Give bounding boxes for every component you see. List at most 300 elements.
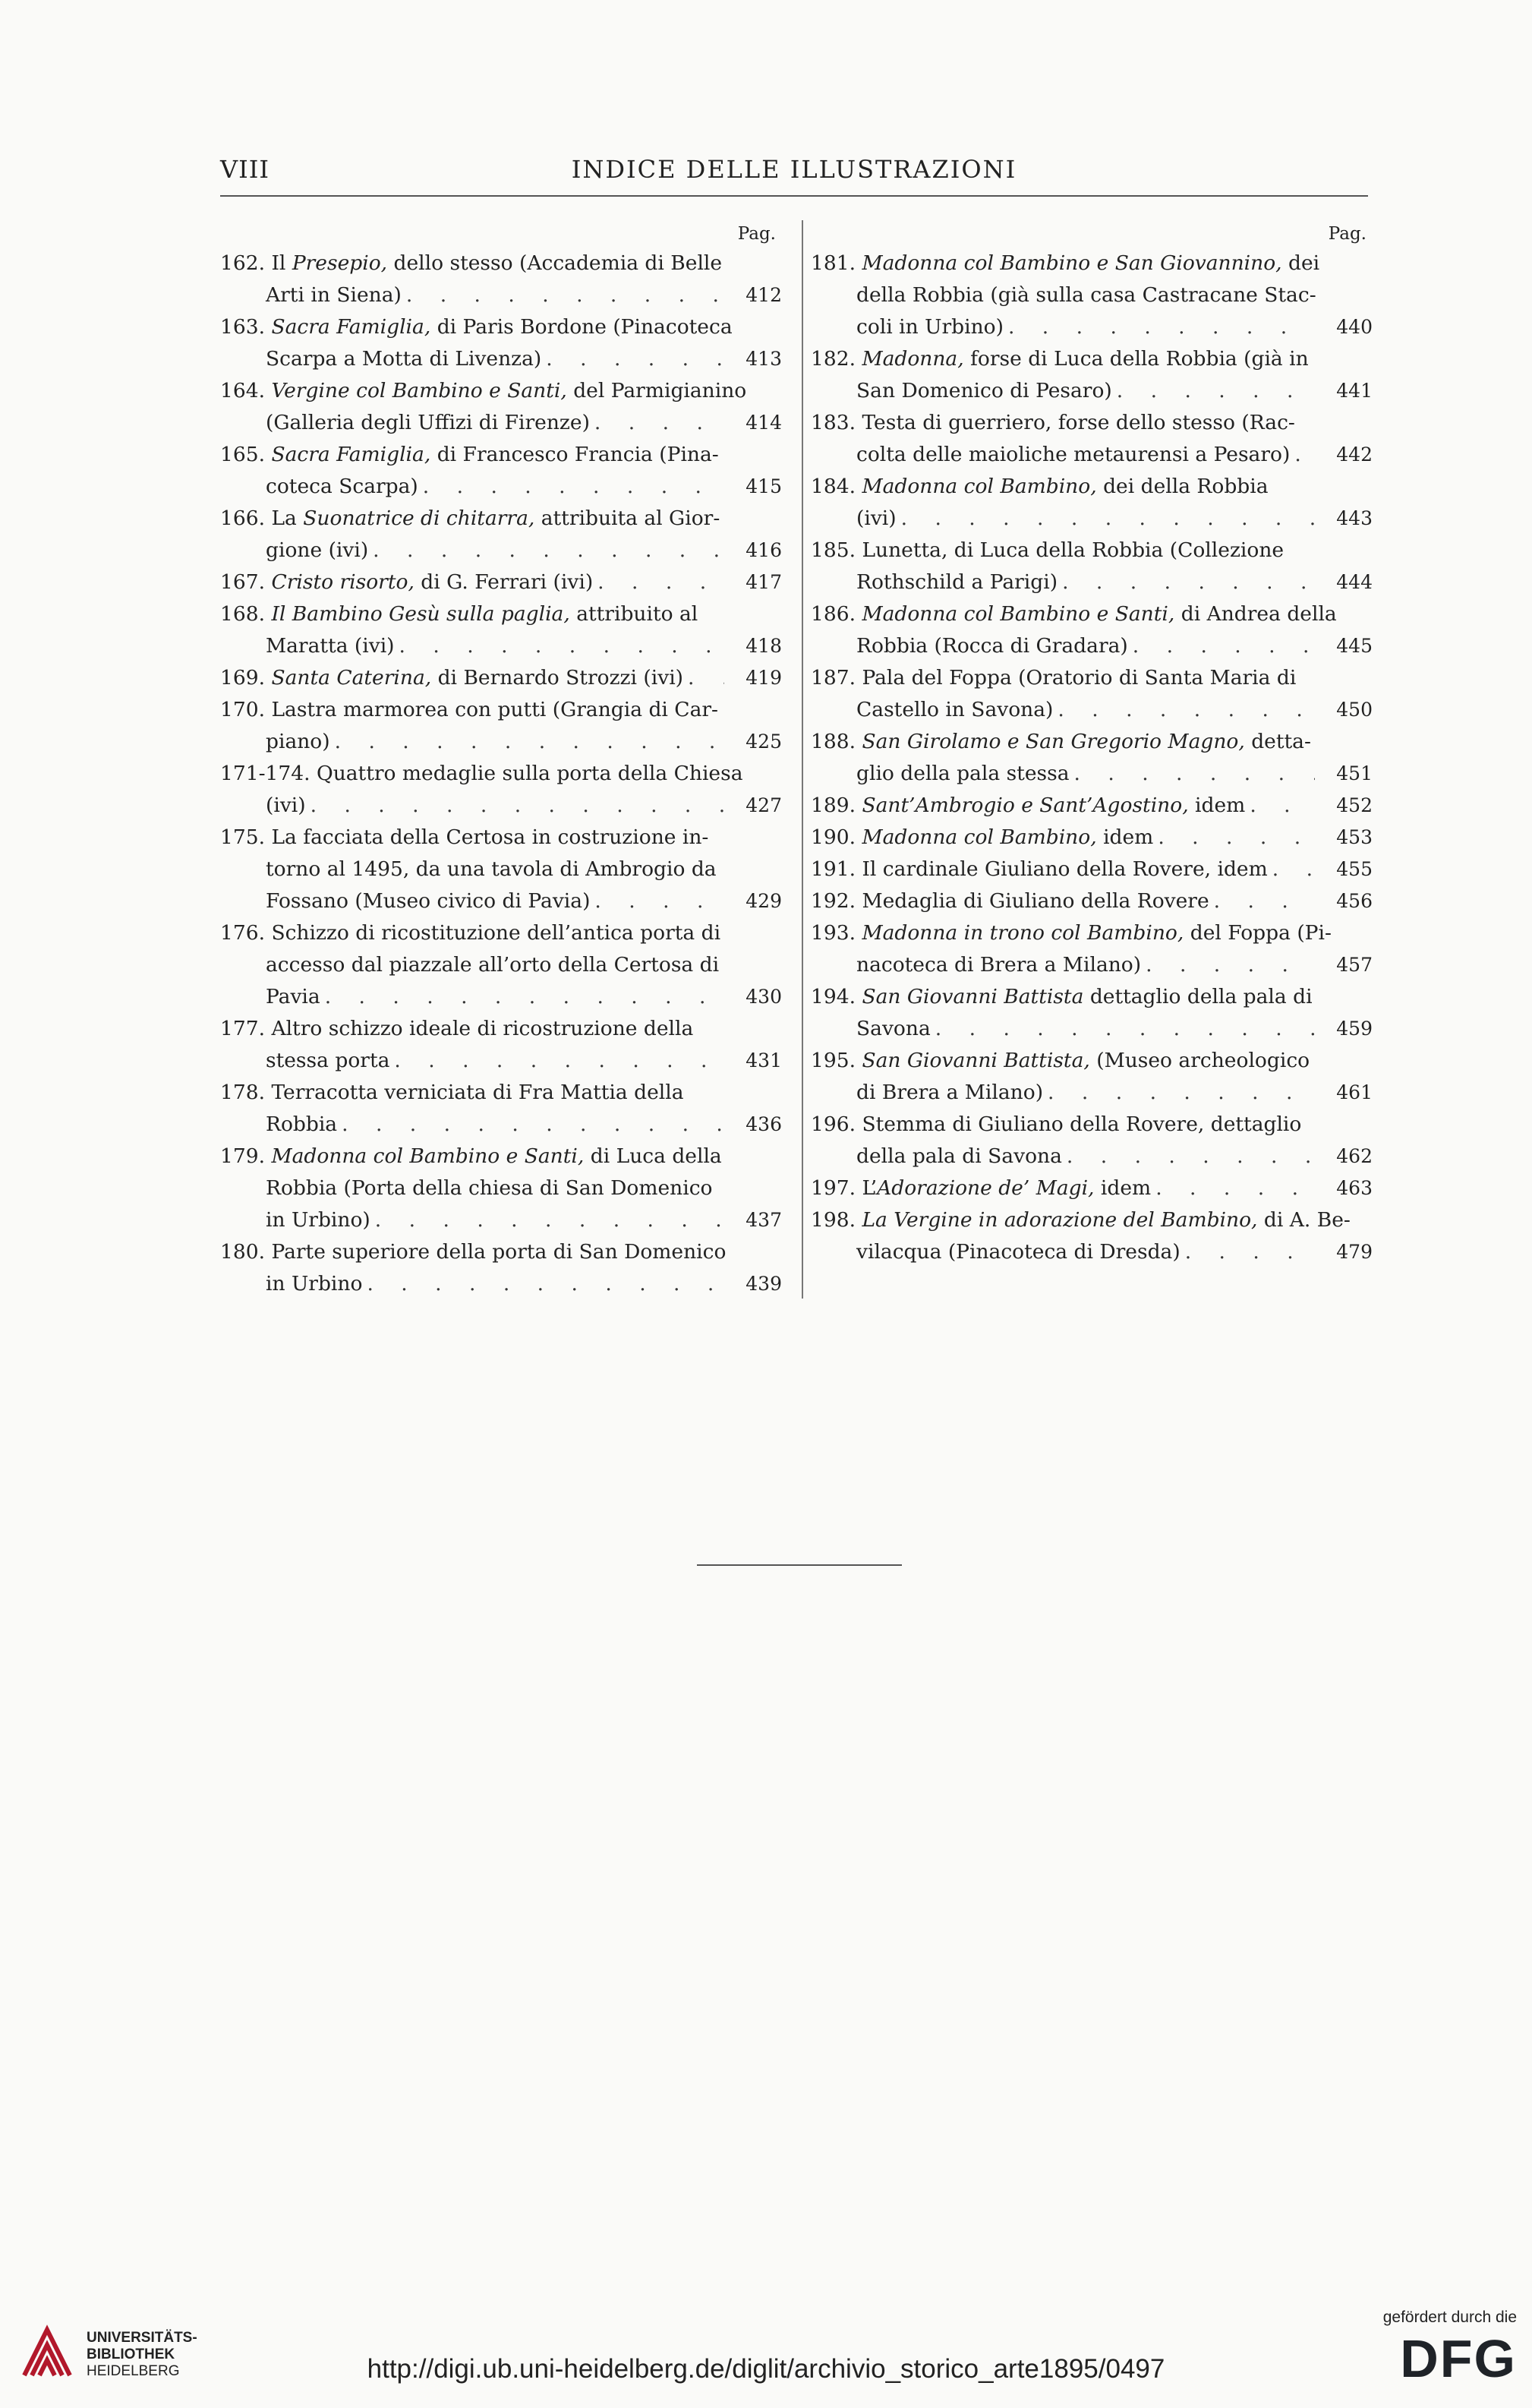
entry-line [220,1172,782,1204]
text-span: Robbia (Rocca di Gradara) [856,634,1128,658]
entry-line [811,535,1373,566]
italic-title: Madonna col Bambino, [862,825,1097,849]
text-span: coteca Scarpa) [266,475,418,498]
entry-last-line [811,311,1373,343]
entry-number: 184. [811,475,862,498]
entry-text [856,630,1128,662]
index-entry [220,694,782,758]
entry-last-line [220,1109,782,1141]
text-span: (ivi) [856,507,897,530]
text-span: accesso dal piazzale all’orto della Certosa di [266,953,720,977]
entry-number: 183. [811,411,862,434]
entry-number: 185. [811,538,862,562]
entry-number: 162. [220,251,272,275]
text-span: San Domenico di Pesaro) [856,379,1112,402]
index-entry [220,1013,782,1077]
entry-line [220,1141,782,1172]
entry-page-number: 455 [1336,858,1373,880]
text-span: idem [1094,1176,1152,1200]
entry-number: 175. [220,825,272,849]
dot-leader [1272,854,1315,885]
entry-page-number: 437 [746,1209,782,1231]
dot-leader [1008,311,1315,343]
index-entry [811,1172,1373,1204]
italic-title: Madonna in trono col Bambino, [862,921,1184,945]
text-span: Parte superiore della porta di San Domenico [271,1240,727,1264]
entry-text [811,251,1319,275]
library-line-1: UNIVERSITÄTS- [87,2330,197,2346]
text-span: Pavia [266,985,320,1008]
text-span: di Bernardo Strozzi (ivi) [431,666,684,690]
entry-text [856,758,1070,790]
entry-line [220,311,782,343]
footer [0,2293,1532,2408]
index-entry [811,726,1373,790]
entry-text [856,503,897,535]
index-entry [220,566,782,598]
entry-text [266,407,590,439]
dot-leader [1074,758,1315,790]
entry-text [856,311,1004,343]
dot-leader [688,662,724,694]
entry-number: 166. [220,507,272,530]
entry-number: 177. [220,1017,272,1040]
entry-page-number: 427 [746,794,782,816]
dot-leader [1062,566,1315,598]
entry-number: 189. [811,794,862,817]
entry-text [220,566,593,598]
index-entry [220,503,782,566]
text-span: attribuito al [569,602,698,626]
entry-number: 193. [811,921,862,945]
entry-page-number: 415 [746,475,782,497]
entry-text [856,1236,1181,1268]
text-span: (ivi) [266,794,306,817]
entry-last-line [811,790,1373,822]
dot-leader [1158,822,1315,854]
entry-page-number: 444 [1336,571,1373,593]
italic-title: Madonna col Bambino e Santi, [862,602,1175,626]
text-span: vilacqua (Pinacoteca di Dresda) [856,1240,1181,1264]
text-span: dettaglio della pala di [1083,985,1313,1008]
text-span: piano) [266,730,330,753]
text-span: La [271,507,304,530]
entry-text [266,790,306,822]
entry-last-line [811,1172,1373,1204]
dot-leader [310,790,724,822]
text-span: (Galleria degli Uffizi di Firenze) [266,411,590,434]
entry-number: 182. [811,347,862,371]
entry-last-line [220,790,782,822]
text-span: dello stesso (Accademia di Belle [387,251,723,275]
index-entry [811,598,1373,662]
entry-text [811,1172,1151,1204]
entry-text [266,279,402,311]
text-span: Robbia [266,1112,338,1136]
text-span: di Luca della [584,1144,722,1168]
entry-text [811,347,1309,371]
dot-leader [1214,885,1315,917]
entry-page-number: 479 [1336,1241,1373,1263]
entry-text [220,762,743,785]
entry-text [220,1017,693,1040]
text-span: Medaglia di Giuliano della Rovere [862,889,1209,913]
entry-number: 168. [220,602,272,626]
entry-last-line [220,1204,782,1236]
entry-text [266,343,541,375]
text-span: stessa porta [266,1049,390,1072]
entry-last-line [811,758,1373,790]
dot-leader [1048,1077,1315,1109]
text-span: di A. Be- [1257,1208,1351,1232]
entry-page-number: 416 [746,539,782,561]
dot-leader [335,726,724,758]
entry-line [220,598,782,630]
entry-page-number: 419 [746,667,782,689]
entry-last-line [811,1141,1373,1172]
italic-title: Cristo risorto, [271,570,415,594]
dot-leader [342,1109,724,1141]
entry-number: 197. [811,1176,862,1200]
entry-last-line [220,885,782,917]
entry-line [811,981,1373,1013]
index-entry [811,917,1373,981]
entry-text [856,1013,931,1045]
dot-leader [373,535,724,566]
entry-number: 170. [220,698,272,721]
text-span: Stemma di Giuliano della Rovere, dettaglio [862,1112,1302,1136]
entry-number: 198. [811,1208,862,1232]
entry-page-number: 413 [746,348,782,370]
source-url[interactable]: http://digi.ub.uni-heidelberg.de/diglit/archivio_storico_arte1895/0497 [367,2354,1165,2384]
text-span: La facciata della Certosa in costruzione in- [271,825,709,849]
text-span: della pala di Savona [856,1144,1062,1168]
index-column-left [220,220,782,1300]
index-entry [220,439,782,503]
entry-text [856,439,1290,471]
index-entry [220,598,782,662]
index-entry [811,790,1373,822]
dot-leader [399,630,724,662]
text-span: Schizzo di ricostituzione dell’antica porta di [271,921,721,945]
entry-page-number: 414 [746,412,782,434]
dfg-logo: DFG [1400,2329,1517,2388]
text-span: Lunetta, di Luca della Robbia (Collezione [862,538,1285,562]
entry-page-number: 440 [1336,316,1373,338]
entry-number: 163. [220,315,272,339]
text-span: detta- [1244,730,1311,753]
entry-text [220,315,733,339]
entry-last-line [811,1236,1373,1268]
text-span: di Francesco Francia (Pina- [430,443,719,466]
entry-text [811,666,1296,690]
entry-page-number: 439 [746,1273,782,1295]
entry-number: 179. [220,1144,272,1168]
entry-text [220,602,698,626]
entry-last-line [220,662,782,694]
funded-by-label: gefördert durch die [1382,2309,1517,2326]
text-span: colta delle maioliche metaurensi a Pesaro) [856,443,1291,466]
entry-line [220,694,782,726]
italic-title: Presepio, [292,251,388,275]
dfg-credit [1362,2309,1517,2400]
text-span: di G. Ferrari (ivi) [414,570,594,594]
entry-last-line [220,535,782,566]
running-head [220,147,1368,193]
entry-number: 186. [811,602,862,626]
entry-text [220,379,746,402]
entry-line [220,439,782,471]
entry-text [811,822,1153,854]
index-entry [811,1045,1373,1109]
dot-leader [1250,790,1315,822]
entry-number: 191. [811,857,862,881]
entry-number: 176. [220,921,272,945]
text-span: Il cardinale Giuliano della Rovere, idem [862,857,1268,881]
entry-line [220,375,782,407]
text-span: attribuita al Gior- [534,507,720,530]
entry-line [811,279,1373,311]
entry-page-number: 441 [1336,380,1373,402]
entry-text [266,1204,370,1236]
index-entry [220,1236,782,1300]
entry-line [811,598,1373,630]
page-number: VIII [220,155,270,184]
text-span: di Brera a Milano) [856,1081,1044,1104]
entry-number: 178. [220,1081,272,1104]
text-span: della Robbia (già sulla casa Castracane Stac- [856,283,1316,307]
text-span: Quattro medaglie sulla porta della Chiesa [316,762,743,785]
italic-title: Santa Caterina, [271,666,432,690]
dot-leader [423,471,724,503]
entry-page-number: 442 [1336,443,1373,466]
entry-last-line [811,566,1373,598]
entry-line [220,1077,782,1109]
text-span: glio della pala stessa [856,762,1070,785]
entry-line [811,1204,1373,1236]
entry-text [856,566,1058,598]
entry-line [220,949,782,981]
entry-text [811,1112,1301,1136]
entry-line [220,248,782,279]
entry-line [220,1236,782,1268]
entry-text [220,1144,722,1168]
entry-text [856,1077,1043,1109]
text-span: Savona [856,1017,931,1040]
entry-text [266,981,320,1013]
index-entry [811,885,1373,917]
dot-leader [594,407,724,439]
entry-number: 192. [811,889,862,913]
entry-text [220,251,722,275]
entry-last-line [811,949,1373,981]
entry-line [220,503,782,535]
dot-leader [1133,630,1315,662]
entry-text [266,1176,713,1200]
text-span: Rothschild a Parigi) [856,570,1058,594]
entry-last-line [220,981,782,1013]
text-span: (Museo archeologico [1089,1049,1310,1072]
entry-text [220,662,683,694]
italic-title: Sacra Famiglia, [271,443,431,466]
entry-page-number: 445 [1336,635,1373,657]
entry-number: 188. [811,730,862,753]
entry-page-number: 462 [1336,1145,1373,1167]
text-span: in Urbino [266,1272,363,1296]
header-rule [220,195,1368,197]
entry-text [811,1208,1351,1232]
italic-title: Madonna col Bambino e San Giovannino, [862,251,1282,275]
text-span: dei [1281,251,1320,275]
library-line-3: HEIDELBERG [87,2363,180,2379]
dot-leader [1294,439,1315,471]
entry-number: 171-174. [220,762,317,785]
index-entry [220,917,782,1013]
entry-text [856,1141,1062,1172]
entry-number: 196. [811,1112,862,1136]
entry-text [220,698,718,721]
index-entry [220,1077,782,1141]
italic-title: Suonatrice di chitarra, [303,507,535,530]
index-entry [811,854,1373,885]
text-span: idem [1096,825,1154,849]
entry-text [220,921,720,945]
text-span: Robbia (Porta della chiesa di San Domenico [266,1176,713,1200]
pag-label: Pag. [1328,224,1367,244]
entry-line [220,822,782,854]
text-span: Scarpa a Motta di Livenza) [266,347,542,371]
entry-last-line [811,1013,1373,1045]
index-entry [220,758,782,822]
entry-line [811,662,1373,694]
entry-number: 195. [811,1049,862,1072]
entry-text [811,1049,1310,1072]
entry-last-line [220,1268,782,1300]
entry-text [856,949,1141,981]
entry-text [266,953,719,977]
dot-leader [901,503,1315,535]
entry-number: 181. [811,251,862,275]
text-span: Pala del Foppa (Oratorio di Santa Maria di [862,666,1297,690]
text-span: Fossano (Museo civico di Pavia) [266,889,591,913]
italic-title: San Giovanni Battista [862,985,1084,1008]
entry-line [811,1109,1373,1141]
entry-number: 164. [220,379,272,402]
entry-page-number: 461 [1336,1081,1373,1103]
entry-text [220,825,708,849]
entry-number: 194. [811,985,862,1008]
entry-last-line [220,630,782,662]
entry-text [811,730,1311,753]
entry-text [220,507,720,530]
entry-line [811,917,1373,949]
index-entry [811,822,1373,854]
index-entry [220,662,782,694]
entry-line [811,248,1373,279]
pag-label: Pag. [737,224,776,244]
italic-title: Madonna, [862,347,964,371]
text-span: di Paris Bordone (Pinacoteca [430,315,733,339]
entry-text [811,475,1269,498]
entry-text [266,857,717,881]
entry-text [811,885,1209,917]
index-entry [811,535,1373,598]
italic-title: Madonna col Bambino e Santi, [271,1144,585,1168]
text-span: Testa di guerriero, forse dello stesso (Rac- [862,411,1295,434]
entry-text [220,443,719,466]
text-span: L’ [862,1176,878,1200]
dot-leader [546,343,724,375]
index-entry [811,343,1373,407]
entry-last-line [220,566,782,598]
entry-line [220,917,782,949]
dot-leader [325,981,724,1013]
entry-page-number: 459 [1336,1018,1373,1040]
italic-title: San Girolamo e San Gregorio Magno, [862,730,1245,753]
entry-last-line [811,503,1373,535]
entry-page-number: 450 [1336,699,1373,721]
entry-last-line [811,854,1373,885]
dot-leader [1058,694,1315,726]
entry-text [266,471,418,503]
entry-last-line [220,343,782,375]
text-span: Lastra marmorea con putti (Grangia di Car- [271,698,719,721]
dot-leader [1117,375,1315,407]
entry-page-number: 443 [1336,507,1373,529]
entry-last-line [811,375,1373,407]
text-span: forse di Luca della Robbia (già in [963,347,1309,371]
entry-text [266,630,395,662]
italic-title: La Vergine in adorazione del Bambino, [862,1208,1258,1232]
entry-page-number: 463 [1336,1177,1373,1199]
entry-text [811,790,1245,822]
text-span: Castello in Savona) [856,698,1054,721]
entry-text [220,1081,684,1104]
italic-title: Madonna col Bambino, [862,475,1097,498]
dot-leader [1185,1236,1315,1268]
dot-leader [1067,1141,1315,1172]
dot-leader [367,1268,724,1300]
entry-number: 180. [220,1240,272,1264]
text-span: nacoteca di Brera a Milano) [856,953,1142,977]
entry-text [811,854,1268,885]
entry-text [220,1240,726,1264]
italic-title: Sant’Ambrogio e Sant’Agostino, [862,794,1189,817]
entry-line [220,1013,782,1045]
text-span: Arti in Siena) [266,283,402,307]
italic-title: Vergine col Bambino e Santi, [271,379,567,402]
entry-text [856,694,1053,726]
entry-line [811,1045,1373,1077]
text-span: Altro schizzo ideale di ricostruzione della [271,1017,694,1040]
entry-number: 165. [220,443,272,466]
entry-text [266,885,590,917]
index-entry [811,981,1373,1045]
entry-last-line [220,279,782,311]
entry-page-number: 425 [746,731,782,753]
text-span: gione (ivi) [266,538,369,562]
index-entry [220,1141,782,1236]
entry-number: 190. [811,825,862,849]
entry-text [856,375,1112,407]
entry-last-line [811,822,1373,854]
dot-leader [406,279,724,311]
entry-text [266,1109,337,1141]
entry-text [811,921,1332,945]
index-entry [811,1109,1373,1172]
index-entry [220,375,782,439]
index-entry [220,822,782,917]
